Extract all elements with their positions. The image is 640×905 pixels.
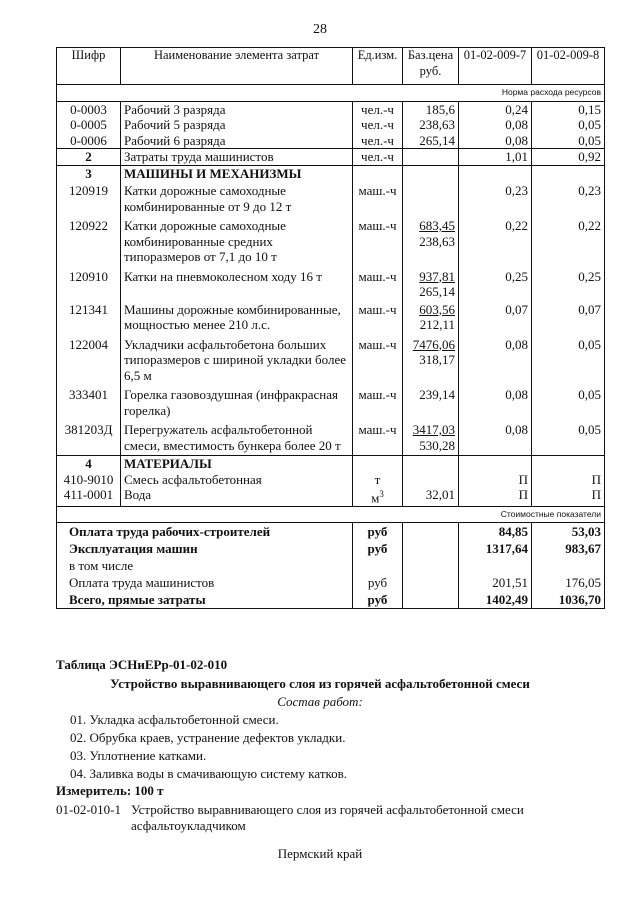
cell-col2: 0,25: [532, 267, 605, 300]
cell-price: 32,01: [403, 487, 459, 506]
price-top: 937,81: [419, 268, 455, 284]
section-code: 4: [57, 456, 121, 472]
cell-code: 0-0005: [57, 117, 121, 133]
summary-unit: руб: [353, 540, 403, 557]
table-row: [57, 216, 605, 267]
header-col2: 01-02-009-8: [532, 48, 605, 85]
cell-unit: чел.-ч: [353, 117, 403, 133]
summary-name: в том числе: [57, 557, 353, 574]
cell-col1: 0,08: [459, 385, 532, 420]
price-bottom: 212,11: [419, 317, 455, 332]
cell-unit: чел.-ч: [353, 149, 403, 166]
cell-code: 381203Д: [57, 420, 121, 456]
next-table-title: Таблица ЭСНиЕРр-01-02-010: [56, 657, 228, 672]
cell-price: [403, 149, 459, 166]
cell-name: Катки дорожные самоходные комбинированные от 9 до 12 т: [121, 181, 353, 216]
cell-price: 238,63: [403, 117, 459, 133]
cell-col2: 0,05: [532, 133, 605, 149]
summary-price: [403, 523, 459, 541]
cell-empty: [403, 165, 459, 181]
cell-unit: [353, 472, 403, 488]
cell-unit: маш.-ч: [353, 420, 403, 456]
summary-row: [57, 540, 605, 557]
cell-code: 0-0003: [57, 101, 121, 117]
footer-region: Пермский край: [277, 846, 363, 861]
cell-col2: П: [532, 472, 605, 488]
summary-price: [403, 557, 459, 574]
measure-unit: Измеритель: 100 т: [56, 783, 164, 798]
cell-empty: [403, 456, 459, 472]
summary-name: Эксплуатация машин: [57, 540, 353, 557]
price-bottom: 265,14: [419, 284, 455, 299]
summary-col1: 1402,49: [459, 591, 532, 609]
summary-price: [403, 540, 459, 557]
table-row: [57, 149, 605, 166]
cell-col1: 0,08: [459, 420, 532, 456]
table-row: [57, 133, 605, 149]
table-row: [57, 267, 605, 300]
header-price: [403, 48, 459, 85]
table-row: [57, 181, 605, 216]
cell-col1: 0,07: [459, 300, 532, 335]
cell-empty: [353, 165, 403, 181]
summary-name: Оплата труда рабочих-строителей: [57, 523, 353, 541]
table-row: [57, 487, 605, 506]
cell-unit: чел.-ч: [353, 101, 403, 117]
table-row: [57, 117, 605, 133]
cell-name: Затраты труда машинистов: [121, 149, 353, 166]
cell-code: 120922: [57, 216, 121, 267]
cell-code: 411-0001: [57, 487, 121, 506]
cell-empty: [459, 165, 532, 181]
cell-name: Смесь асфальтобетонная: [121, 472, 353, 488]
cell-col2: 0,07: [532, 300, 605, 335]
norm-description: Устройство выравнивающего слоя из горячей асфальтобетонной смеси асфальтоукладчиком: [131, 802, 524, 833]
header-code: Шифр: [57, 48, 121, 85]
summary-row: [57, 557, 605, 574]
summary-col1: 201,51: [459, 574, 532, 591]
price-bottom: 318,17: [419, 352, 455, 367]
summary-unit: [353, 557, 403, 574]
cell-name: Укладчики асфальтобетона больших типоразмеров с шириной укладки более 6,5 м: [121, 335, 353, 386]
summary-row: [57, 574, 605, 591]
cell-name: Рабочий 5 разряда: [121, 117, 353, 133]
unit-text: м: [371, 490, 380, 506]
header-col1: 01-02-009-7: [459, 48, 532, 85]
summary-unit: руб: [353, 591, 403, 609]
cell-empty: [353, 456, 403, 472]
cell-price: [403, 420, 459, 456]
table-header-row: [57, 48, 605, 85]
cell-unit: маш.-ч: [353, 335, 403, 386]
cell-code: 333401: [57, 385, 121, 420]
cell-col2: 0,05: [532, 420, 605, 456]
summary-col2: 53,03: [532, 523, 605, 541]
cell-price: [403, 472, 459, 488]
cell-name: Рабочий 3 разряда: [121, 101, 353, 117]
cell-col2: П: [532, 487, 605, 506]
work-item: 04. Заливка воды в смачивающую систему катков.: [70, 766, 348, 781]
cell-price: [403, 181, 459, 216]
cell-col2: 0,23: [532, 181, 605, 216]
cell-unit: маш.-ч: [353, 300, 403, 335]
cell-unit: маш.-ч: [353, 385, 403, 420]
section-name: МАШИНЫ И МЕХАНИЗМЫ: [121, 165, 353, 181]
norm-label-row: [57, 85, 605, 102]
table-row: [57, 335, 605, 386]
cell-price: 185,6: [403, 101, 459, 117]
cell-col1: 0,23: [459, 181, 532, 216]
summary-price: [403, 574, 459, 591]
next-table-heading: Устройство выравнивающего слоя из горячей асфальтобетонной смеси: [110, 676, 530, 691]
cell-empty: [532, 456, 605, 472]
cell-col1: 0,24: [459, 101, 532, 117]
cell-col2: 0,05: [532, 117, 605, 133]
cell-col1: 1,01: [459, 149, 532, 166]
work-item: 01. Укладка асфальтобетонной смеси.: [70, 712, 279, 727]
cell-price: [403, 300, 459, 335]
cell-col2: 0,22: [532, 216, 605, 267]
cell-code: 122004: [57, 335, 121, 386]
header-price-line2: руб.: [419, 63, 442, 78]
cell-price: [403, 385, 459, 420]
price-bottom: 238,63: [419, 233, 455, 249]
section-header-row: [57, 165, 605, 181]
price-top: 239,14: [419, 387, 455, 402]
summary-row: [57, 523, 605, 541]
cell-price: [403, 267, 459, 300]
work-item: 02. Обрубка краев, устранение дефектов укладки.: [70, 730, 346, 745]
header-name: Наименование элемента затрат: [121, 48, 353, 85]
summary-name: Всего, прямые затраты: [57, 591, 353, 609]
summary-col1: [459, 557, 532, 574]
summary-unit: руб: [353, 574, 403, 591]
summary-col2: 176,05: [532, 574, 605, 591]
cell-name: Перегружатель асфальтобетонной смеси, вместимость бункера более 20 т: [121, 420, 353, 456]
table-row: [57, 420, 605, 456]
cell-col1: 0,08: [459, 133, 532, 149]
cell-code: 2: [57, 149, 121, 166]
header-unit: Ед.изм.: [353, 48, 403, 85]
price-top: 603,56: [419, 301, 455, 317]
cell-empty: [459, 456, 532, 472]
price-top: 7476,06: [412, 336, 455, 352]
table-row: [57, 472, 605, 488]
summary-col1: 1317,64: [459, 540, 532, 557]
summary-row: [57, 591, 605, 609]
cell-name: Горелка газовоздушная (инфракрасная горелка): [121, 385, 353, 420]
section-header-row: [57, 456, 605, 472]
summary-col2: 983,67: [532, 540, 605, 557]
cell-name: Катки на пневмоколесном ходу 16 т: [121, 267, 353, 300]
cell-name: Машины дорожные комбинированные, мощностью менее 210 л.с.: [121, 300, 353, 335]
cell-unit: [353, 487, 403, 506]
table-row: [57, 101, 605, 117]
summary-col2: 1036,70: [532, 591, 605, 609]
summary-unit: руб: [353, 523, 403, 541]
norm-code: 01-02-010-1: [56, 802, 121, 817]
work-item: 03. Уплотнение катками.: [70, 748, 207, 763]
price-bottom: 530,28: [419, 437, 455, 453]
cell-col1: 0,22: [459, 216, 532, 267]
cell-name: Катки дорожные самоходные комбинированные средних типоразмеров от 7,1 до 10 т: [121, 216, 353, 267]
cell-code: 0-0006: [57, 133, 121, 149]
resource-table: [56, 47, 605, 609]
cell-code: 410-9010: [57, 472, 121, 488]
composition-label: Состав работ:: [277, 694, 363, 709]
summary-name: Оплата труда машинистов: [57, 574, 353, 591]
section-name: МАТЕРИАЛЫ: [121, 456, 353, 472]
price-top: 683,45: [419, 218, 455, 233]
table-row: [57, 300, 605, 335]
summary-col2: [532, 557, 605, 574]
table-row: [57, 385, 605, 420]
norm-label-row-text: Норма расхода ресурсов: [57, 85, 605, 102]
cell-code: 120910: [57, 267, 121, 300]
section-code: 3: [57, 165, 121, 181]
price-top: 3417,03: [412, 422, 455, 437]
cell-col2: 0,92: [532, 149, 605, 166]
cell-unit: чел.-ч: [353, 133, 403, 149]
cell-col1: 0,08: [459, 117, 532, 133]
cell-unit: маш.-ч: [353, 216, 403, 267]
cost-label-row: [57, 506, 605, 523]
cell-col1: П: [459, 487, 532, 506]
cell-price: 265,14: [403, 133, 459, 149]
page-number: 28: [313, 22, 327, 37]
cell-col2: 0,15: [532, 101, 605, 117]
unit-text: т: [374, 471, 381, 487]
cell-col1: 0,25: [459, 267, 532, 300]
cell-col1: П: [459, 472, 532, 488]
cell-price: [403, 216, 459, 267]
cell-unit: маш.-ч: [353, 181, 403, 216]
cell-col2: 0,05: [532, 335, 605, 386]
cell-name: Вода: [121, 487, 353, 506]
cell-code: 121341: [57, 300, 121, 335]
cell-col1: 0,08: [459, 335, 532, 386]
header-price-line1: Баз.цена: [407, 48, 454, 62]
cell-unit: маш.-ч: [353, 267, 403, 300]
summary-col1: 84,85: [459, 523, 532, 541]
cell-col2: 0,05: [532, 385, 605, 420]
unit-superscript: 3: [379, 489, 384, 499]
summary-price: [403, 591, 459, 609]
cell-price: [403, 335, 459, 386]
cell-code: 120919: [57, 181, 121, 216]
cell-name: Рабочий 6 разряда: [121, 133, 353, 149]
cost-label-text: Стоимостные показатели: [57, 506, 605, 523]
cell-empty: [532, 165, 605, 181]
